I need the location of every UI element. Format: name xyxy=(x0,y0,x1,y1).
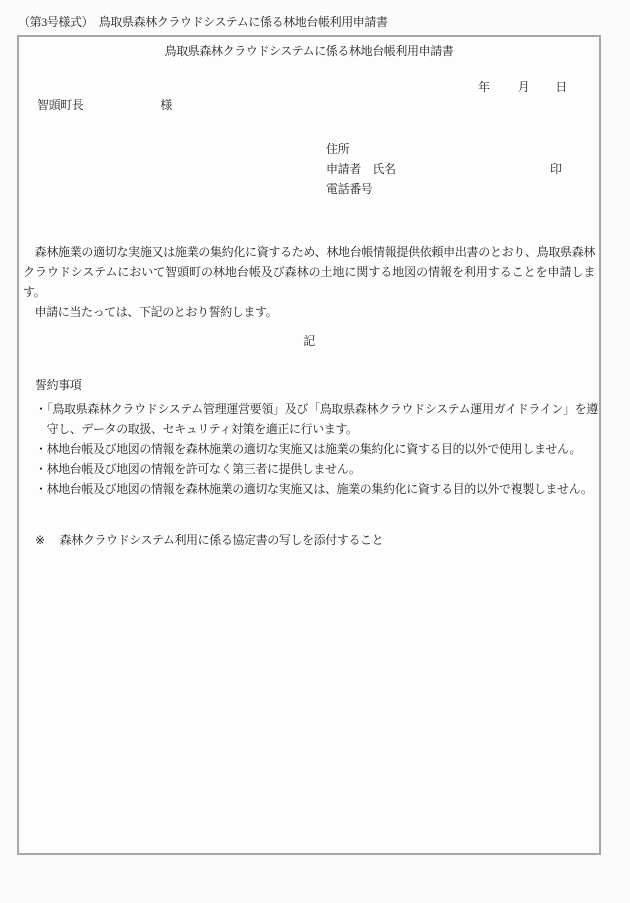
honorific-label: 様 xyxy=(160,98,173,112)
pledge-item xyxy=(35,439,598,459)
pledge-item-text: 林地台帳及び地図の情報を森林施業の適切な実施又は施業の集約化に資する目的以外で使用しません。 xyxy=(46,442,581,456)
note-text: 森林クラウドシステム利用に係る協定書の写しを添付すること xyxy=(59,533,384,547)
pledge-item-text: 「鳥取県森林クラウドシステム管理運営要領」及び「鳥取県森林クラウドシステム運用ガイドライン」を遵守し、データの取扱、セキュリティ対策を適正に行います。 xyxy=(46,402,598,436)
pledge-item xyxy=(35,479,598,499)
bullet-marker: ・ xyxy=(35,482,47,496)
attachment-note xyxy=(35,531,383,548)
applicant-phone-row xyxy=(326,179,581,199)
bullet-marker: ・ xyxy=(35,402,47,416)
body-paragraph-1: 森林施業の適切な実施又は施業の集約化に資するため、林地台帳情報提供依頼申出書のとおり、鳥取県森林クラウドシステムにおいて智頭町の林地台帳及び森林の土地に関する地図の情報を利用することを申請します。 xyxy=(23,245,595,299)
addressee-line xyxy=(37,96,172,113)
year-label: 年 xyxy=(478,80,490,94)
addressee-name: 智頭町長 xyxy=(37,98,84,112)
bullet-marker: ・ xyxy=(35,442,47,456)
month-label: 月 xyxy=(517,80,530,94)
pledge-heading: 誓約事項 xyxy=(35,378,82,392)
bullet-marker: ・ xyxy=(35,462,47,476)
pledge-section xyxy=(35,375,598,499)
address-label: 住所 xyxy=(326,142,350,156)
seal-label: 印 xyxy=(550,162,562,176)
pledge-item xyxy=(35,399,598,439)
document-title: 鳥取県森林クラウドシステムに係る林地台帳利用申請書 xyxy=(164,44,454,58)
applicant-name-label: 申請者 氏名 xyxy=(326,162,396,176)
body-text xyxy=(23,242,595,322)
applicant-block xyxy=(326,139,581,199)
applicant-name-row xyxy=(326,159,581,179)
applicant-address-row xyxy=(326,139,581,159)
day-label: 日 xyxy=(555,80,567,94)
pledge-item-text: 林地台帳及び地図の情報を許可なく第三者に提供しません。 xyxy=(46,462,361,476)
document-border-box xyxy=(17,35,601,855)
pledge-item xyxy=(35,459,598,479)
pledge-item-text: 林地台帳及び地図の情報を森林施業の適切な実施又は、施業の集約化に資する目的以外で複製しません。 xyxy=(46,482,593,496)
date-line xyxy=(478,78,567,95)
body-paragraph-2: 申請に当たっては、下記のとおり誓約します。 xyxy=(23,305,278,319)
phone-label: 電話番号 xyxy=(326,182,373,196)
form-style-label: （第3号様式） 鳥取県森林クラウドシステムに係る林地台帳利用申請書 xyxy=(18,15,388,29)
note-marker: ※ xyxy=(35,533,45,547)
record-marker: 記 xyxy=(303,334,315,348)
